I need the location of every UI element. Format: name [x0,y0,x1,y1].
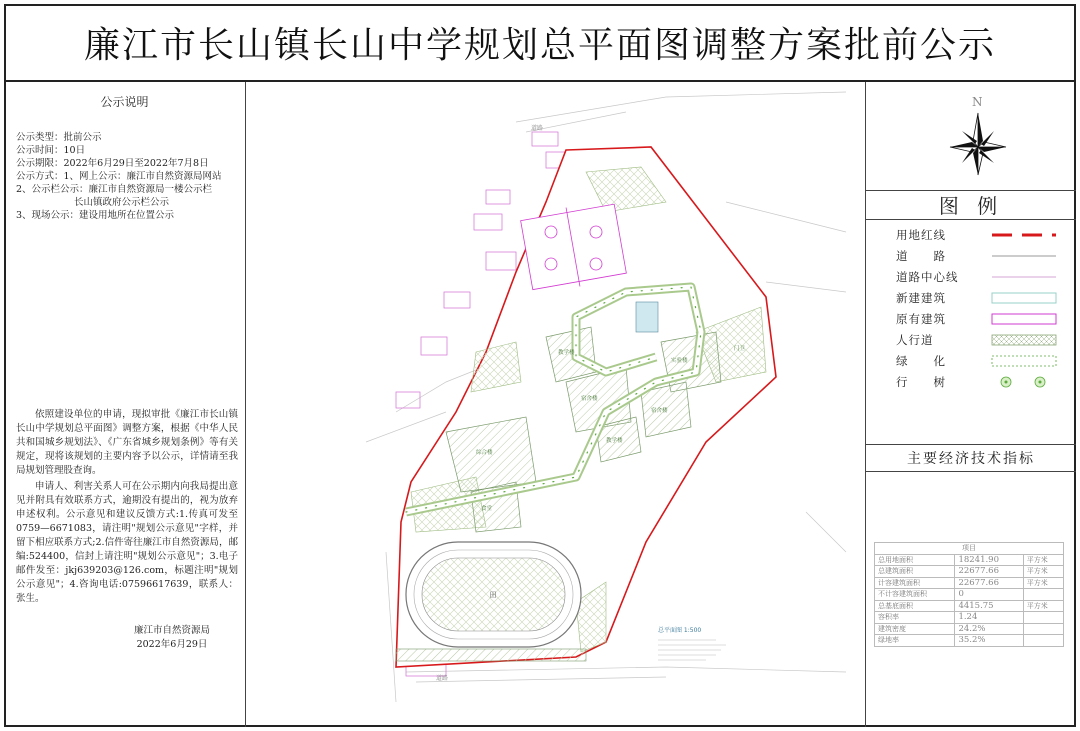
table-cell: 22677.66 [955,566,1023,578]
table-cell: 建筑密度 [875,623,955,635]
table-cell [1023,612,1063,624]
building-tag-4: 食堂 [481,506,493,512]
table-cell: 总用地面积 [875,554,955,566]
notice-signer: 廉江市自然资源局 [134,625,211,636]
building-tag-6: 实验楼 [671,358,688,364]
table-cell: 平方米 [1023,554,1063,566]
table-cell: 平方米 [1023,577,1063,589]
notice-line-method-online: 公示方式：1、网上公示：廉江市自然资源局网站 [16,171,222,182]
track-label: 田 [489,591,497,599]
table-cell: 容积率 [875,612,955,624]
building-tag-8: 门卫 [734,346,746,352]
legend-item-sidewalk [866,329,1076,350]
sidewalk-icon [984,334,1064,346]
scale-label: 总平面图 1:500 [658,627,702,634]
legend-label: 绿 化 [896,353,946,368]
table-cell: 0 [955,589,1023,601]
table-row [875,543,1064,555]
running-track [406,542,581,647]
notice-panel [4,82,246,727]
greenery-icon [984,355,1064,367]
economics-table [874,542,1064,647]
bottom-buildings [396,649,586,661]
table-cell: 总建筑面积 [875,566,955,578]
table-cell [1023,623,1063,635]
table-row [875,554,1064,566]
legend-item-tree [866,371,1076,392]
table-row [875,589,1064,601]
notice-line-method-board: 2、公示栏公示：廉江市自然资源局一楼公示栏 [16,184,213,195]
notice-line-method-site: 3、现场公示：建设用地所在位置公示 [16,210,175,221]
road-tag-1: 道路 [531,125,544,132]
page-title: 廉江市长山镇长山中学规划总平面图调整方案批前公示 [83,24,996,66]
table-cell: 总基底面积 [875,600,955,612]
legend-label: 行 树 [896,374,946,389]
table-row [875,566,1064,578]
legend-label: 道路中心线 [896,269,959,284]
economics-title: 主要经济技术指标 [866,444,1076,472]
building-tag-1: 教学楼 [558,350,575,356]
legend-item-existing-building [866,308,1076,329]
notice-date: 2022年6月29日 [136,639,208,650]
tree-icon [984,376,1064,388]
table-cell: 35.2% [955,635,1023,647]
legend-panel [866,82,1076,727]
table-cell: 24.2% [955,623,1023,635]
table-cell [1023,635,1063,647]
centerline-icon [984,271,1064,283]
water-feature [636,302,658,332]
table-row [875,612,1064,624]
road-line-icon [984,250,1064,262]
legend-item-centerline [866,266,1076,287]
existing-building-icon [984,313,1064,325]
building-tag-3: 综合楼 [476,450,493,456]
table-cell: 平方米 [1023,566,1063,578]
legend-item-greenery [866,350,1076,371]
table-cell: 4415.75 [955,600,1023,612]
legend-label: 人行道 [896,332,934,347]
table-cell: 18241.90 [955,554,1023,566]
red-dash-line-icon [984,229,1064,241]
building-tag-2: 宿舍楼 [581,396,598,402]
compass-icon [950,113,1006,175]
notice-line-type: 公示类型：批前公示 [16,132,102,143]
table-header: 项目 [875,543,1064,555]
notice-signature [134,624,210,652]
legend-label: 用地红线 [896,227,946,242]
legend-item-road [866,245,1076,266]
table-row [875,635,1064,647]
site-plan [246,82,866,727]
notice-heading: 公示说明 [100,95,149,109]
new-building-icon [984,292,1064,304]
building-tag-7: 宿舍楼 [651,408,668,414]
legend-item-new-building [866,287,1076,308]
notice-paragraph-1: 依照建设单位的申请，现拟审批《廉江市长山镇长山中学规划总平面图》调整方案，根据《中华人民共和国城乡规划法》、《广东省城乡规划条例》等有关规定，现将该规划的主要内容予以公示，详情请至我局规划管理股查询。 [16,409,238,476]
table-row [875,623,1064,635]
legend-item-boundary [866,224,1076,245]
drawing-notes [658,640,726,660]
table-row [875,600,1064,612]
legend-title: 图 例 [866,190,1076,220]
legend-label: 原有建筑 [896,311,946,326]
notice-body [16,408,238,608]
notice-line-method-town: 长山镇政府公示栏公示 [74,197,170,208]
north-arrow [948,92,1008,182]
legend-list [866,224,1076,392]
notice-paragraph-2: 申请人、利害关系人可在公示期内向我局提出意见并附具有效联系方式，逾期没有提出的，视为放弃申述权利。公示意见和建议反馈方式:1.传真可发至0759—6671083，请注明"规划公示意见"字样，并留下相应联系方式;2.信件寄往廉江市自然资源局，邮编:524400，信封上请注明"规划公示意见"；3.电子邮件发至：jkj639203@126.com，标题注明"规划公示意见"；4.咨询电话:07596617639，联系人：张生。 [16,481,238,604]
road-tag-2: 道路 [436,675,449,682]
notice-line-period: 公示期限：2022年6月29日至2022年7月8日 [16,158,209,169]
table-cell: 不计容建筑面积 [875,589,955,601]
table-cell: 平方米 [1023,600,1063,612]
title-bar [4,4,1076,82]
building-tag-5: 教学楼 [606,438,623,444]
table-cell: 绿地率 [875,635,955,647]
site-plan-drawing [246,82,866,727]
legend-label: 道 路 [896,248,946,263]
table-cell: 22677.66 [955,577,1023,589]
table-cell: 计容建筑面积 [875,577,955,589]
table-cell [1023,589,1063,601]
legend-label: 新建建筑 [896,290,946,305]
table-cell: 1.24 [955,612,1023,624]
notice-line-duration: 公示时间：10日 [16,145,86,156]
north-label: N [972,95,983,109]
table-row [875,577,1064,589]
